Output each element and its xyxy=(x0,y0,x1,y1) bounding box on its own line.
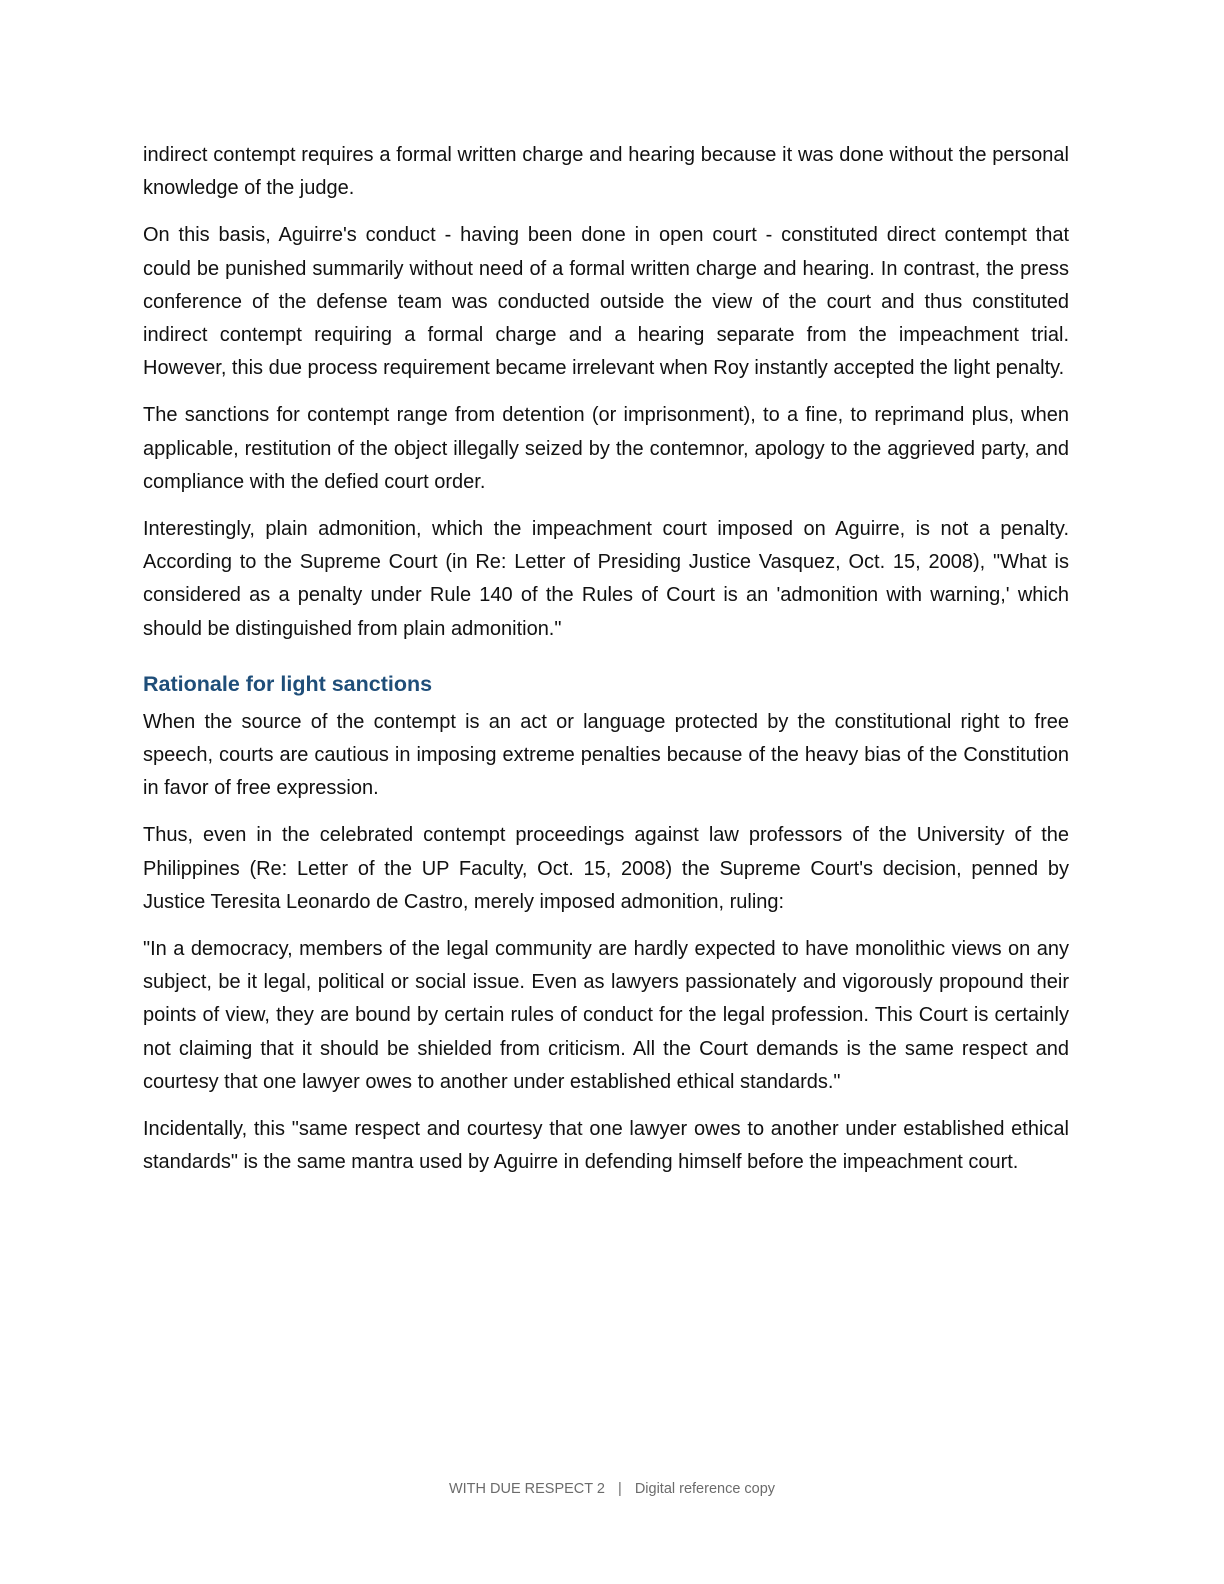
body-paragraph: Interestingly, plain admonition, which the impeachment court imposed on Aguirre, is not a penalty. According to the Supreme Court (in Re: Letter of Presiding Justice Vasquez, Oct. 15, 2008), "What is considered as a penalty under Rule 140 of the Rules of Court is an 'admonition with warning,' which should be distinguished from plain admonition." xyxy=(143,518,1069,640)
footer-title: WITH DUE RESPECT 2 xyxy=(448,1481,605,1497)
body-paragraph: When the source of the contempt is an act or language protected by the constitutional right to free speech, courts are cautious in imposing extreme penalties because of the heavy bias of the Constitution in favor of free expression. xyxy=(143,710,1069,800)
page-body xyxy=(143,139,1069,1193)
block-quote-paragraph: "In a democracy, members of the legal community are hardly expected to have monolithic views on any subject, be it legal, political or social issue. Even as lawyers passionately and vigorously propound their points of view, they are bound by certain rules of conduct for the legal profession. This Court is certainly not claiming that it should be shielded from criticism. All the Court demands is the same respect and courtesy that one lawyer owes to another under established ethical standards." xyxy=(143,938,1069,1093)
footer-separator: | xyxy=(618,1481,622,1497)
body-paragraph: Incidentally, this "same respect and courtesy that one lawyer owes to another under established ethical standards" is the same mantra used by Aguirre in defending himself before the impeachment court. xyxy=(143,1118,1069,1174)
section-heading: Rationale for light sanctions xyxy=(143,671,433,696)
body-paragraph: Thus, even in the celebrated contempt proceedings against law professors of the University of the Philippines (Re: Letter of the UP Faculty, Oct. 15, 2008) the Supreme Court's decision, penned by Justice Teresita Leonardo de Castro, merely imposed admonition, ruling: xyxy=(143,824,1069,913)
footer-note: Digital reference copy xyxy=(634,1481,776,1497)
body-paragraph: The sanctions for contempt range from detention (or imprisonment), to a fine, to reprimand plus, when applicable, restitution of the object illegally seized by the contemnor, apology to the aggrieved party, and compliance with the defied court order. xyxy=(143,404,1069,493)
body-paragraph: On this basis, Aguirre's conduct - having been done in open court - constituted direct contempt that could be punished summarily without need of a formal written charge and hearing. In contrast, the press conference of the defense team was conducted outside the view of the court and thus constituted indirect contempt requiring a formal charge and a hearing separate from the impeachment trial. However, this due process requirement became irrelevant when Roy instantly accepted the light penalty. xyxy=(143,224,1069,380)
page-footer xyxy=(0,1480,1224,1498)
body-paragraph: indirect contempt requires a formal written charge and hearing because it was done without the personal knowledge of the judge. xyxy=(143,144,1069,200)
